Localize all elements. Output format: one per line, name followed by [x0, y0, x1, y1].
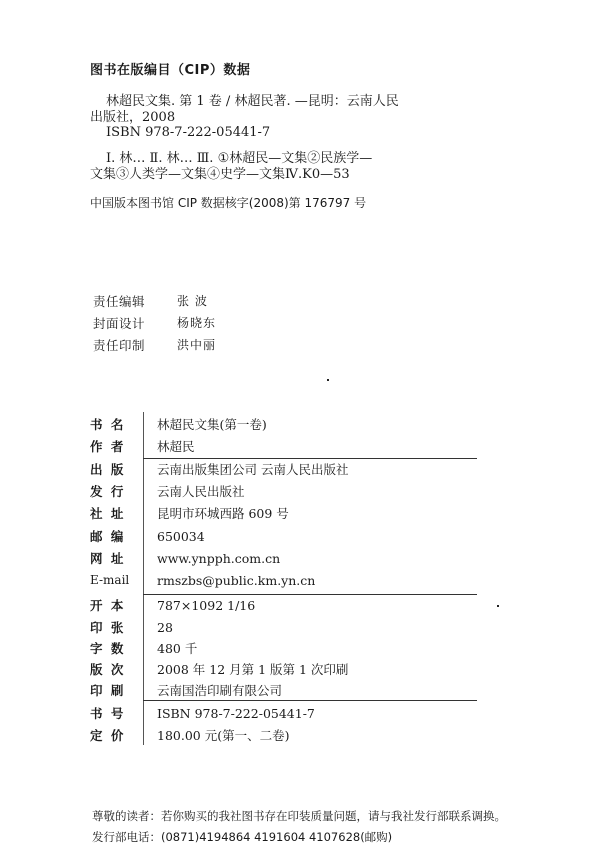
- row-value: 云南出版集团公司 云南人民出版社: [157, 462, 349, 477]
- reader-notice: 尊敬的读者：若你购买的我社图书存在印装质量问题，请与我社发行部联系调换。: [92, 809, 506, 823]
- cip-isbn: ISBN 978-7-222-05441-7: [106, 125, 271, 140]
- table-row-format: [90, 594, 255, 616]
- staff-name: 张 波: [177, 294, 208, 308]
- row-label: 开 本: [90, 598, 126, 613]
- row-value: rmszbs@public.km.yn.cn: [157, 572, 316, 588]
- row-value: 787×1092 1/16: [157, 597, 256, 613]
- row-value: 2008 年 12 月第 1 版第 1 次印刷: [157, 662, 349, 677]
- row-label: 定 价: [90, 728, 126, 743]
- table-row-word-count: [90, 637, 197, 659]
- cip-classification-2: 文集③人类学—文集④史学—文集Ⅳ.K0—53: [90, 167, 350, 182]
- row-value: 480 千: [157, 641, 198, 656]
- row-label: 印 张: [90, 620, 126, 635]
- row-value: 林超民文集(第一卷): [157, 417, 267, 432]
- row-label: 作 者: [90, 439, 126, 454]
- row-label: 发 行: [90, 484, 126, 499]
- cip-title: 图书在版编目（CIP）数据: [90, 63, 251, 78]
- row-value: ISBN 978-7-222-05441-7: [157, 705, 315, 721]
- row-label: 社 址: [90, 506, 126, 521]
- row-value: 云南国浩印刷有限公司: [157, 683, 283, 698]
- row-label: 网 址: [90, 551, 126, 566]
- table-row-title: [90, 413, 267, 435]
- row-value: 180.00 元(第一、二卷): [157, 728, 290, 743]
- table-row-edition: [90, 658, 348, 680]
- staff-role: 封面设计: [93, 316, 146, 331]
- table-row-publisher: [90, 458, 348, 480]
- staff-role: 责任印制: [93, 338, 146, 353]
- cip-catalog-number: 中国版本图书馆 CIP 数据核字(2008)第 176797 号: [90, 196, 367, 210]
- row-label: 邮 编: [90, 529, 126, 544]
- table-row-author: [90, 435, 195, 457]
- table-row-distributor: [90, 480, 245, 502]
- distribution-phone: 发行部电话：(0871)4194864 4191604 4107628(邮购): [92, 830, 393, 844]
- row-value: 昆明市环城西路 609 号: [157, 506, 289, 521]
- row-label: 字 数: [90, 641, 126, 656]
- row-label: 书 号: [90, 706, 126, 721]
- row-value: 650034: [157, 528, 205, 544]
- scan-speck: [497, 605, 499, 607]
- table-row-sheets: [90, 616, 173, 638]
- row-value: 林超民: [157, 439, 195, 454]
- staff-name: 洪中丽: [177, 338, 217, 352]
- table-row-isbn: [90, 702, 315, 724]
- row-label: 印 刷: [90, 683, 126, 698]
- row-label: 出 版: [90, 462, 126, 477]
- table-row-postcode: [90, 525, 205, 547]
- cip-classification-1: Ⅰ. 林… Ⅱ. 林… Ⅲ. ①林超民—文集②民族学—: [106, 151, 373, 166]
- row-value: www.ynpph.com.cn: [157, 550, 281, 566]
- table-row-address: [90, 502, 289, 524]
- staff-name: 杨晓东: [177, 316, 217, 330]
- table-row-price: [90, 724, 289, 746]
- staff-role: 责任编辑: [93, 294, 146, 309]
- row-label: E-mail: [90, 573, 130, 587]
- row-label: 书 名: [90, 417, 126, 432]
- table-row-printer: [90, 679, 282, 701]
- row-label: 版 次: [90, 662, 126, 677]
- row-value: 28: [157, 619, 173, 635]
- cip-line-2: 出版社，2008: [90, 110, 176, 125]
- table-row-website: [90, 547, 280, 569]
- cip-line-1: 林超民文集. 第 1 卷 / 林超民著. —昆明：云南人民: [106, 94, 399, 109]
- table-row-email: [90, 569, 315, 591]
- row-value: 云南人民出版社: [157, 484, 245, 499]
